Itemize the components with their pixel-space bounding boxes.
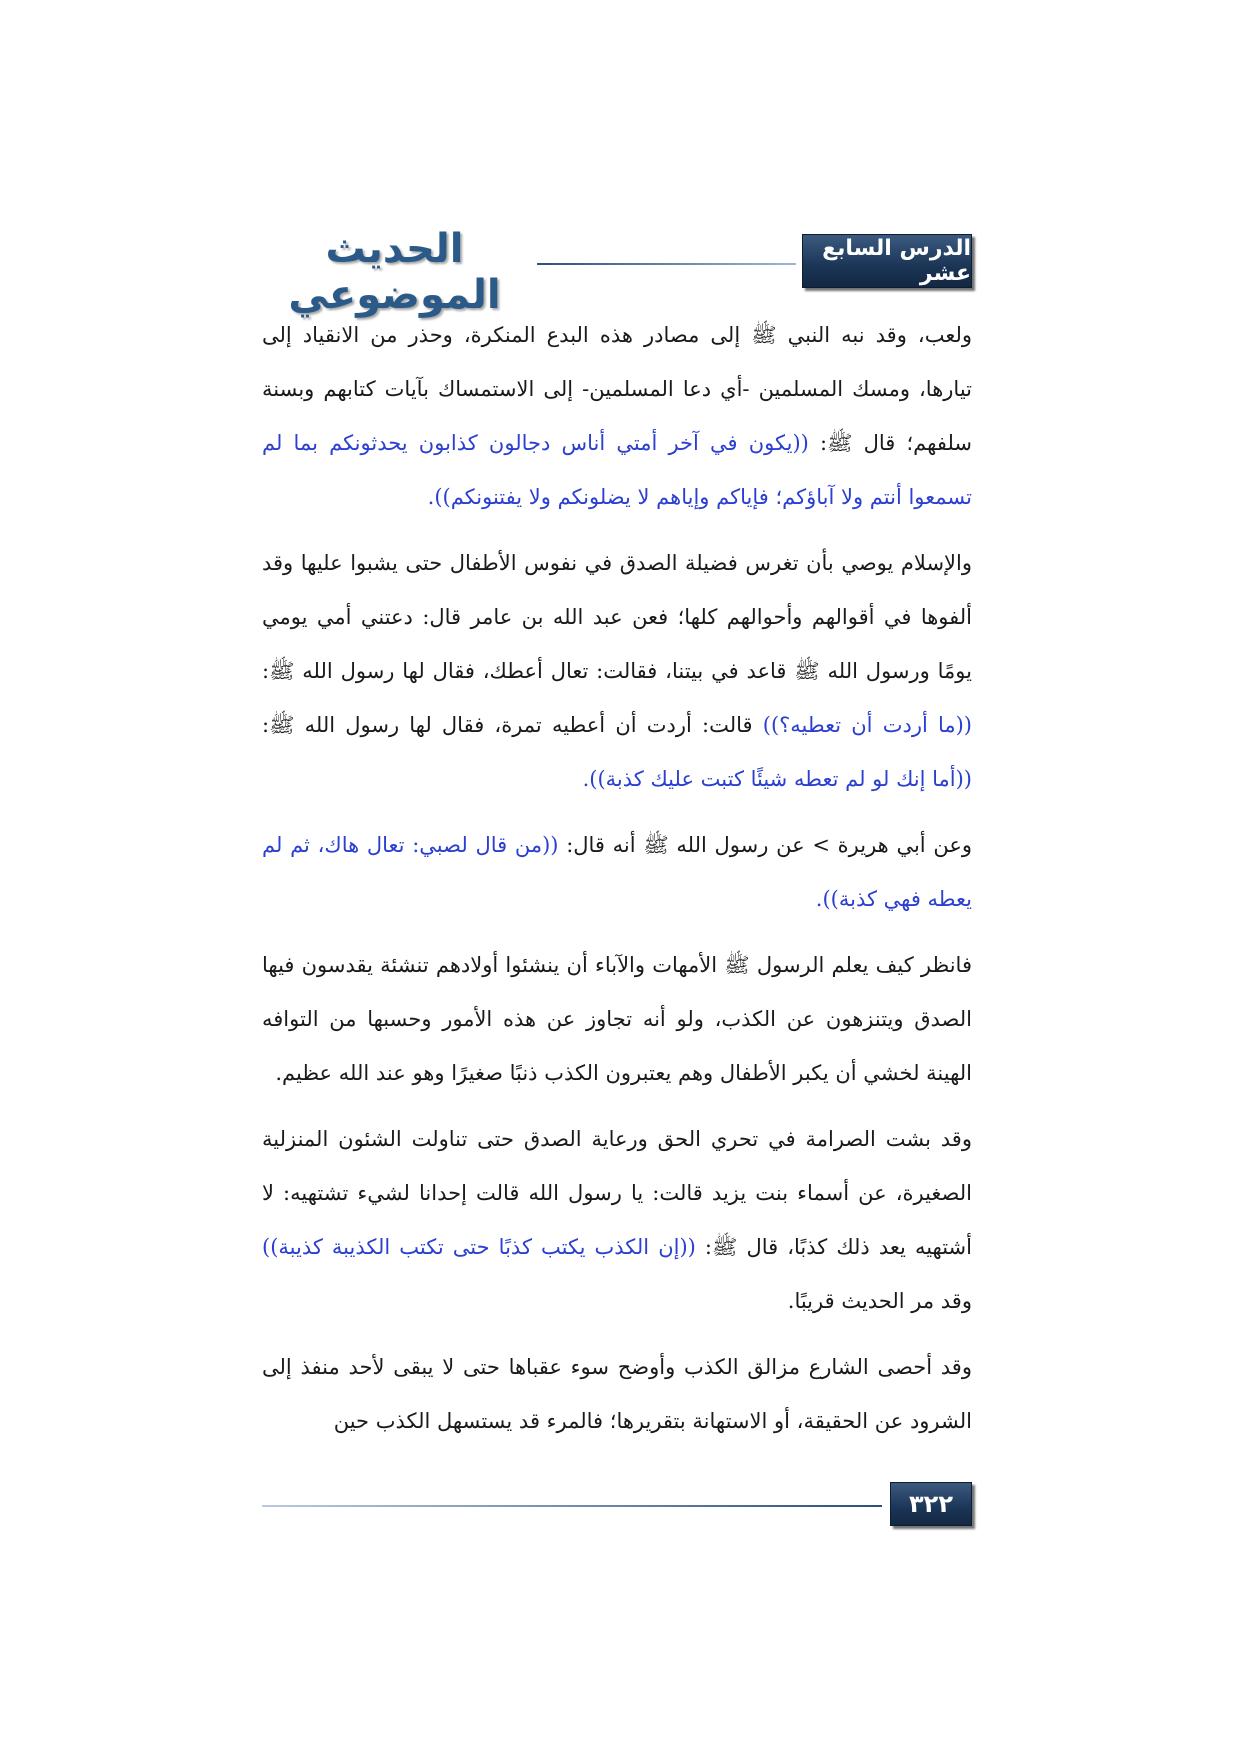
page-number: ٣٢٢ (890, 1482, 972, 1526)
header-divider (537, 263, 796, 265)
lesson-label: الدرس السابع عشر (802, 234, 972, 288)
hadith-quote: ((من قال لصبي: تعال هاك، ثم لم يعطه فهي كذبة)). (262, 833, 972, 911)
paragraph (262, 818, 972, 926)
hadith-quote: ((يكون في آخر أمتي أناس دجالون كذابون يحدثونكم بما لم تسمعوا أنتم ولا آباؤكم؛ فإياكم وإياهم لا يضلونكم ولا يفتنونكم)). (262, 431, 972, 509)
page-header (262, 226, 972, 318)
book-title: الحديث الموضوعي (288, 226, 501, 318)
text-span: والإسلام يوصي بأن تغرس فضيلة الصدق في نفوس الأطفال حتى يشبوا عليها وقد ألفوها في أقوالهم وأحوالهم كلها؛ فعن عبد الله بن عامر قال: دعتني أمي يومي يومًا ورسول الله ﷺ قاعد في بيتنا، فقالت: تعال أعطك، فقال لها رسول الله ﷺ: (262, 551, 972, 683)
paragraph (262, 1112, 972, 1328)
body-text (262, 308, 972, 1460)
text-span: فانظر كيف يعلم الرسول ﷺ الأمهات والآباء أن ينشئوا أولادهم تنشئة يقدسون فيها الصدق ويتنزهون عن الكذب، ولو أنه تجاوز عن هذه الأمور وحسبها من التوافه الهينة لخشي أن يكبر الأطفال وهم يعتبرون الكذب ذنبًا صغيرًا وهو عند الله عظيم. (262, 953, 972, 1085)
hadith-quote: ((ما أردت أن تعطيه؟)) (762, 713, 973, 737)
paragraph (262, 1340, 972, 1448)
paragraph (262, 938, 972, 1100)
paragraph (262, 308, 972, 524)
hadith-quote: ((أما إنك لو لم تعطه شيئًا كتبت عليك كذبة)). (582, 767, 972, 791)
footer-divider (262, 1505, 882, 1507)
page-footer (262, 1480, 972, 1530)
text-span: وعن أبي هريرة > عن رسول الله ﷺ أنه قال: (558, 833, 972, 857)
text-span: قالت: أردت أن أعطيه تمرة، فقال لها رسول الله ﷺ: (262, 713, 763, 737)
text-span: وقد مر الحديث قريبًا. (787, 1289, 972, 1313)
text-span: ولعب، وقد نبه النبي ﷺ إلى مصادر هذه البدع المنكرة، وحذر من الانقياد إلى تيارها، ومسك المسلمين -أي دعا المسلمين- إلى الاستمساك بآيات كتابهم وبسنة سلفهم؛ قال ﷺ: (262, 323, 973, 455)
text-span: وقد بشت الصرامة في تحري الحق ورعاية الصدق حتى تناولت الشئون المنزلية الصغيرة، عن أسماء بنت يزيد قالت: يا رسول الله قالت إحدانا لشيء تشتهيه: لا أشتهيه يعد ذلك كذبًا، قال ﷺ: (262, 1127, 972, 1259)
hadith-quote: ((إن الكذب يكتب كذبًا حتى تكتب الكذيبة كذيبة)) (262, 1235, 696, 1259)
text-span: وقد أحصى الشارع مزالق الكذب وأوضح سوء عقباها حتى لا يبقى لأحد منفذ إلى الشرود عن الحقيقة، أو الاستهانة بتقريرها؛ فالمرء قد يستسهل الكذب حين (262, 1355, 972, 1433)
paragraph (262, 536, 972, 806)
